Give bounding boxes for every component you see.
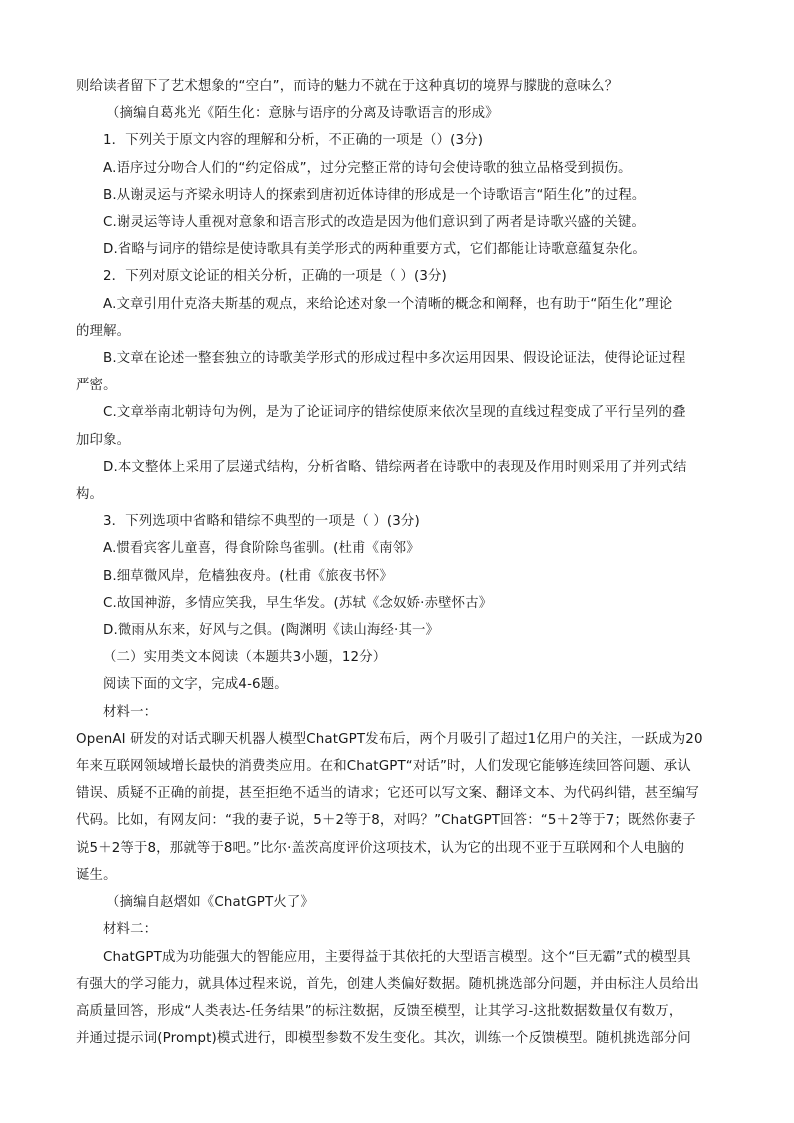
text-line: 严密。 bbox=[76, 378, 117, 394]
text-line: C.谢灵运等诗人重视对意象和语言形式的改造是因为他们意识到了两者是诗歌兴盛的关键。 bbox=[103, 215, 645, 231]
text-line: B.文章在论述一整套独立的诗歌美学形式的形成过程中多次运用因果、假设论证法，使得论证过程 bbox=[103, 351, 686, 367]
document-page bbox=[76, 73, 720, 1052]
text-line: 阅读下面的文字，完成4-6题。 bbox=[103, 677, 288, 693]
text-line: 2．下列对原文论证的相关分析，正确的一项是（ ）(3分) bbox=[103, 269, 447, 285]
text-line: 并通过提示词(Prompt)模式进行，即模型参数不发生变化。其次，训练一个反馈模型。随机挑选部分问 bbox=[76, 1031, 691, 1047]
text-line: 构。 bbox=[76, 487, 104, 503]
text-line: D.本文整体上采用了层递式结构，分析省略、错综两者在诗歌中的表现及作用时则采用了并列式结 bbox=[103, 459, 687, 475]
text-line: D.省略与词序的错综是使诗歌具有美学形式的两种重要方式，它们都能让诗歌意蕴复杂化。 bbox=[103, 242, 646, 258]
text-line: （摘编自赵熠如《ChatGPT火了》 bbox=[106, 895, 314, 911]
text-line: 错误、质疑不正确的前提，甚至拒绝不适当的请求；它还可以写文案、翻译文本、为代码纠错，甚至编写 bbox=[76, 786, 699, 802]
text-line: OpenAI 研发的对话式聊天机器人模型ChatGPT发布后，两个月吸引了超过1亿用户的关注，一跃成为20 bbox=[76, 731, 703, 747]
text-line: 有强大的学习能力，就具体过程来说，首先，创建人类偏好数据。随机挑选部分问题，并由标注人员给出 bbox=[76, 976, 699, 992]
text-line: B.细草微风岸，危樯独夜舟。(杜甫《旅夜书怀》 bbox=[103, 568, 393, 584]
text-line: （摘编自葛兆光《陌生化：意脉与语序的分离及诗歌语言的形成》 bbox=[106, 106, 499, 122]
text-line: 1．下列关于原文内容的理解和分析，不正确的一项是（）(3分) bbox=[103, 133, 484, 149]
text-line: 年来互联网领域增长最快的消费类应用。在和ChatGPT“对话”时，人们发现它能够连续回答问题、承认 bbox=[76, 759, 691, 775]
text-line: 材料一： bbox=[103, 704, 158, 720]
text-line: 的理解。 bbox=[76, 323, 131, 339]
text-line: B.从谢灵运与齐梁永明诗人的探索到唐初近体诗律的形成是一个诗歌语言“陌生化”的过程。 bbox=[103, 187, 646, 203]
text-line: 说5＋2等于8，那就等于8吧。”比尔·盖茨高度评价这项技术，认为它的出现不亚于互联网和个人电脑的 bbox=[76, 840, 685, 856]
text-line: （二）实用类文本阅读（本题共3小题，12分） bbox=[103, 650, 387, 666]
text-line: 诞生。 bbox=[76, 867, 117, 883]
text-line: 则给读者留下了艺术想象的“空白”，而诗的魅力不就在于这种真切的境界与朦胧的意味么？ bbox=[76, 79, 619, 94]
text-line: A.文章引用什克洛夫斯基的观点，来给论述对象一个清晰的概念和阐释，也有助于“陌生化”理论 bbox=[103, 296, 673, 312]
text-line: 材料二： bbox=[103, 922, 158, 938]
text-line: 高质量回答，形成“人类表达-任务结果”的标注数据，反馈至模型，让其学习-这批数据数量仅有数万， bbox=[76, 1003, 683, 1019]
text-line: 3．下列选项中省略和错综不典型的一项是（ ）(3分) bbox=[103, 514, 420, 530]
text-line: 加印象。 bbox=[76, 432, 131, 448]
text-line: A.惯看宾客儿童喜，得食阶除鸟雀驯。(杜甫《南邻》 bbox=[103, 541, 420, 557]
text-line: A.语序过分吻合人们的“约定俗成”，过分完整正常的诗句会使诗歌的独立品格受到损伤。 bbox=[103, 160, 632, 176]
text-line: 代码。比如，有网友问：“我的妻子说，5＋2等于8，对吗？”ChatGPT回答：“5＋2等于7；既然你妻子 bbox=[76, 813, 696, 829]
text-line: D.微雨从东来，好风与之俱。(陶渊明《读山海经·其一》 bbox=[103, 623, 440, 639]
text-line: C.故国神游，多情应笑我，早生华发。(苏轼《念奴娇·赤壁怀古》 bbox=[103, 595, 493, 611]
text-line: ChatGPT成为功能强大的智能应用，主要得益于其依托的大型语言模型。这个“巨无霸”式的模型具 bbox=[103, 949, 691, 965]
text-line: C.文章举南北朝诗句为例，是为了论证词序的错综使原来依次呈现的直线过程变成了平行呈列的叠 bbox=[103, 405, 686, 421]
